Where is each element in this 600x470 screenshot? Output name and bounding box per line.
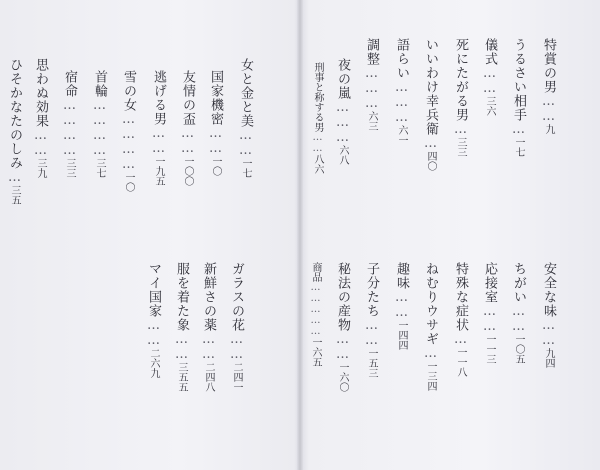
toc-entry <box>512 262 525 364</box>
toc-entry <box>365 38 378 131</box>
toc-title: 雪の女 <box>121 70 136 112</box>
toc-page-number: 三七 <box>94 158 105 178</box>
toc-page-number: 三五五 <box>176 362 187 392</box>
toc-leader: …… <box>394 290 409 320</box>
toc-leader: … <box>453 122 468 137</box>
toc-entry <box>310 262 320 367</box>
toc-leader: … <box>511 122 526 137</box>
toc-title: いいわけ幸兵衛 <box>423 38 438 136</box>
toc-entry <box>424 262 437 391</box>
toc-leader: ……… <box>394 80 409 125</box>
toc-entry <box>122 70 135 192</box>
toc-title: 国家機密 <box>208 70 223 126</box>
toc-title: 商品 <box>310 262 321 282</box>
toc-page-number: 一七 <box>513 137 524 157</box>
toc-title: 儀式 <box>482 38 497 66</box>
toc-entry <box>395 262 408 350</box>
toc-leader: ……… <box>364 66 379 111</box>
toc-title: 死にたがる男 <box>453 38 468 122</box>
toc-entry <box>175 262 188 392</box>
toc-title: 宿命 <box>62 70 77 98</box>
toc-leader: …… <box>180 126 195 156</box>
toc-entry <box>336 262 349 392</box>
toc-leader: … <box>7 170 22 185</box>
toc-page-number: 二六九 <box>148 348 159 378</box>
toc-leader: ………… <box>62 98 77 158</box>
toc-title: 思わぬ効果 <box>33 58 48 128</box>
toc-entry <box>454 38 467 157</box>
toc-leader: …… <box>201 332 216 362</box>
toc-entry <box>395 38 408 145</box>
toc-entry <box>483 262 496 364</box>
toc-entry <box>202 262 215 392</box>
toc-entry <box>239 58 252 178</box>
toc-entry <box>93 70 106 178</box>
right-page <box>302 0 600 470</box>
toc-leader: …… <box>541 318 556 348</box>
toc-page-number: 一〇 <box>210 156 221 176</box>
toc-title: 刑事と称する男 <box>312 62 323 132</box>
toc-leader: …… <box>482 304 497 334</box>
toc-page-number: 一六五 <box>310 337 321 367</box>
toc-page-number: 三九 <box>35 158 46 178</box>
toc-title: 首輪 <box>92 70 107 98</box>
toc-leader: …… <box>335 332 350 362</box>
toc-title: 女と金と美 <box>238 58 253 128</box>
toc-entry <box>483 38 496 116</box>
toc-leader: ……… <box>335 100 350 145</box>
toc-entry <box>542 38 555 134</box>
toc-title: 新鮮さの薬 <box>201 262 216 332</box>
toc-entry <box>209 70 222 176</box>
toc-leader: ………… <box>121 112 136 172</box>
toc-leader: … <box>423 136 438 151</box>
toc-page-number: 六三 <box>366 111 377 131</box>
toc-entry <box>542 262 555 368</box>
toc-entry <box>312 62 322 174</box>
toc-title: 特殊な症状 <box>453 262 468 332</box>
toc-page-number: 三六 <box>484 96 495 116</box>
toc-entry <box>365 262 378 378</box>
toc-page-number: 一〇五 <box>513 334 524 364</box>
toc-page-number: 一六〇 <box>337 362 348 392</box>
toc-page-number: 一〇 <box>123 172 134 192</box>
toc-page-number: 一五三 <box>366 348 377 378</box>
toc-title: ひそかなたのしみ <box>7 58 22 170</box>
toc-page-number: 四〇 <box>425 151 436 171</box>
toc-entry <box>512 38 525 157</box>
toc-title: 応接室 <box>482 262 497 304</box>
toc-title: 夜の嵐 <box>335 58 350 100</box>
toc-page-number: 六一 <box>396 125 407 145</box>
toc-page-number: 八六 <box>312 154 323 174</box>
toc-title: 逃げる男 <box>151 70 166 126</box>
toc-page-number: 一三四 <box>425 361 436 391</box>
toc-page-number: 一九五 <box>153 156 164 186</box>
toc-page-number: 三三 <box>455 137 466 157</box>
toc-entry <box>424 38 437 171</box>
toc-entry <box>454 262 467 377</box>
toc-entry <box>8 58 21 205</box>
toc-leader: …… <box>174 332 189 362</box>
toc-entry <box>230 262 243 392</box>
toc-title: マイ国家 <box>146 262 161 318</box>
toc-title: 特賞の男 <box>541 38 556 94</box>
toc-leader: … <box>423 346 438 361</box>
toc-title: ガラスの花 <box>229 262 244 332</box>
toc-page-number: 二四八 <box>203 362 214 392</box>
toc-title: 友情の盃 <box>180 70 195 126</box>
toc-page-number: 三五 <box>9 185 20 205</box>
toc-entry <box>181 70 194 186</box>
toc-title: 子分たち <box>364 262 379 318</box>
toc-leader: ………… <box>92 98 107 158</box>
toc-entry <box>63 70 76 178</box>
toc-leader: …… <box>146 318 161 348</box>
toc-page-number: 一七 <box>240 158 251 178</box>
toc-page-number: 六八 <box>337 145 348 165</box>
toc-page-number: 一一三 <box>484 334 495 364</box>
toc-page-number: 三三 <box>64 158 75 178</box>
toc-entry <box>34 58 47 178</box>
toc-leader: …… <box>238 128 253 158</box>
toc-leader: …… <box>482 66 497 96</box>
toc-leader: …… <box>312 132 323 154</box>
toc-entry <box>147 262 160 378</box>
toc-page-number: 一四四 <box>396 320 407 350</box>
toc-title: 服を着た象 <box>174 262 189 332</box>
toc-title: 安全な味 <box>541 262 556 318</box>
toc-entry <box>152 70 165 186</box>
toc-leader: … <box>453 332 468 347</box>
toc-title: 秘法の産物 <box>335 262 350 332</box>
toc-title: ねむりウサギ <box>423 262 438 346</box>
toc-page-number: 九四 <box>543 348 554 368</box>
toc-title: 調整 <box>364 38 379 66</box>
toc-title: ちがい <box>511 262 526 304</box>
toc-title: 趣味 <box>394 262 409 290</box>
toc-title: うるさい相手 <box>511 38 526 122</box>
toc-leader: …… <box>541 94 556 124</box>
toc-page-number: 九 <box>543 124 554 134</box>
toc-page-number: 一〇〇 <box>182 156 193 186</box>
toc-entry <box>336 58 349 165</box>
toc-leader: …… <box>364 318 379 348</box>
toc-leader: …… <box>151 126 166 156</box>
toc-page-number: 二四一 <box>231 362 242 392</box>
toc-leader: …… <box>208 126 223 156</box>
toc-title: 語らい <box>394 38 409 80</box>
toc-leader: …………… <box>310 282 321 337</box>
left-page <box>0 0 298 470</box>
toc-page-number: 一一八 <box>455 347 466 377</box>
toc-leader: …… <box>229 332 244 362</box>
toc-leader: …… <box>33 128 48 158</box>
toc-leader: …… <box>511 304 526 334</box>
